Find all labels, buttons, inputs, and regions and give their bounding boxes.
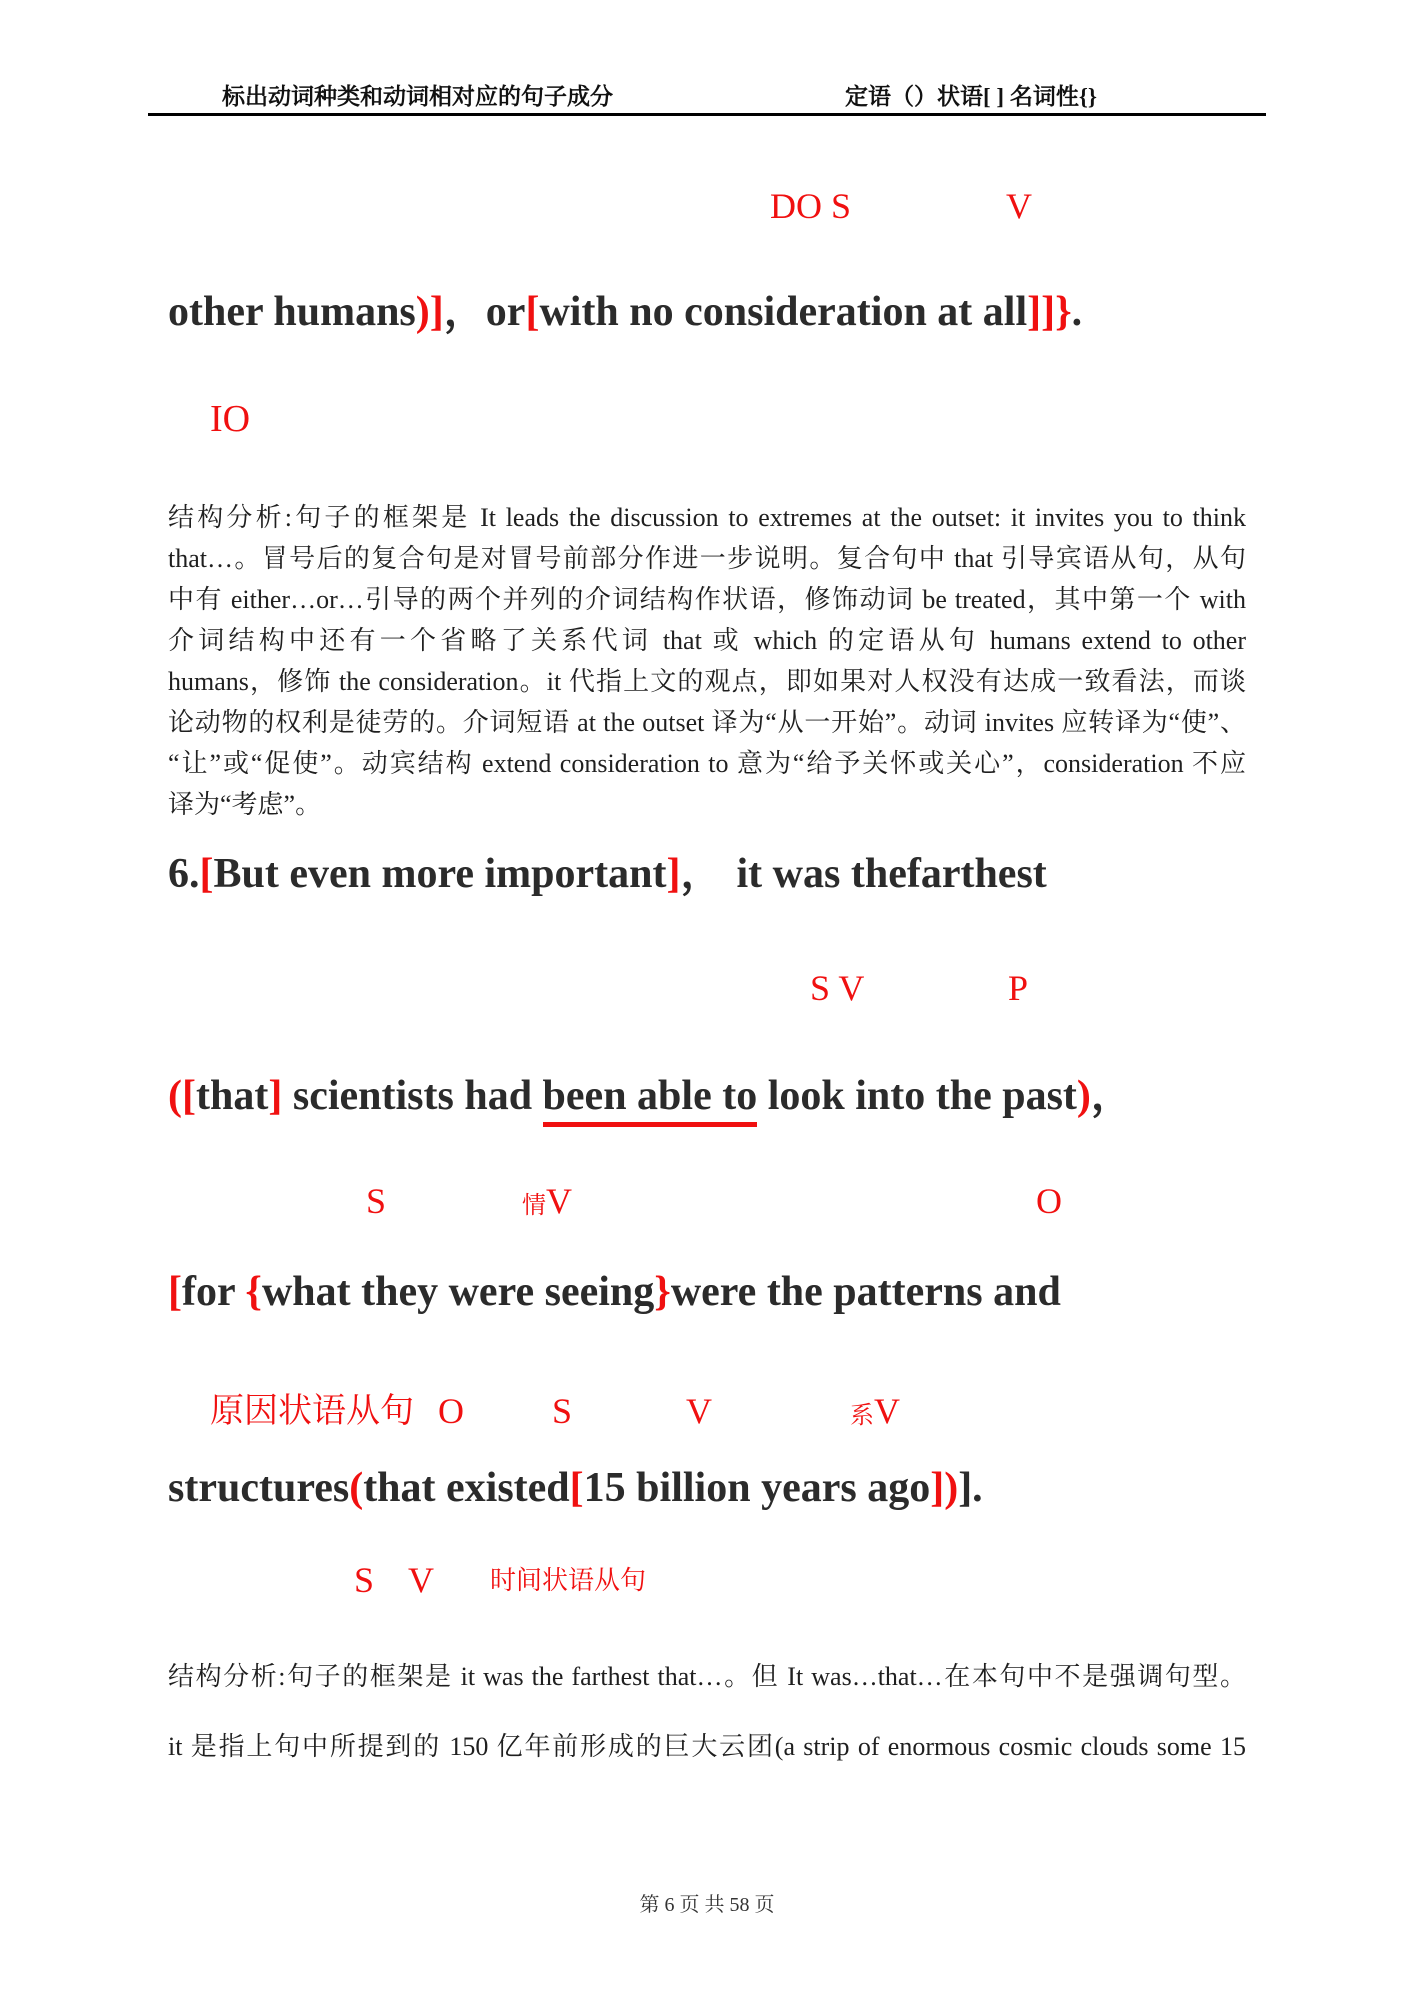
header-right-legend: 定语（）状语[ ] 名词性{} xyxy=(845,84,1097,109)
annotation-v: V xyxy=(408,1560,434,1600)
sentence-line-structures xyxy=(168,1464,983,1512)
bracket-open: [ xyxy=(525,289,540,335)
sentence-text: But even more important xyxy=(213,851,667,897)
item-number: 6. xyxy=(168,851,200,897)
annotation-do-s: DO S xyxy=(770,186,852,226)
sentence-text: other humans xyxy=(168,289,416,335)
paragraph-line: 介词结构中还有一个省略了关系代词 that 或 which 的定语从句 humans extend to other xyxy=(168,626,1246,655)
paragraph-line: 结构分析:句子的框架是 it was the farthest that…。但 It was…that…在本句中不是强调句型。 xyxy=(168,1662,1246,1691)
sentence-text: look into the past xyxy=(757,1073,1077,1119)
paragraph-line: 中有 either…or…引导的两个并列的介词结构作状语，修饰动词 be treated，其中第一个 with xyxy=(168,585,1246,614)
comma: ， xyxy=(1090,1073,1133,1119)
bracket-close: ] xyxy=(268,1073,283,1119)
sentence-text: for xyxy=(182,1269,246,1315)
sentence-text: that existed xyxy=(363,1465,570,1511)
paragraph-line: 论动物的权利是徒劳的。介词短语 at the outset 译为“从一开始”。动词 invites 应转译为“使”、 xyxy=(168,708,1246,737)
comma: ， xyxy=(680,851,723,897)
brace-open: { xyxy=(245,1269,262,1315)
paragraph-line: “让”或“促使”。动宾结构 extend consideration to 意为“给予关怀或关心”，consideration 不应 xyxy=(168,749,1246,778)
period: . xyxy=(1071,289,1083,335)
sentence-text: that xyxy=(196,1073,269,1119)
sentence-text: 15 billion years ago xyxy=(583,1465,931,1511)
annotation-s-v: S V xyxy=(810,968,865,1008)
page-number-footer: 第 6 页 共 58 页 xyxy=(639,1894,775,1916)
header-rule xyxy=(148,113,1266,116)
modal-char: 情 xyxy=(522,1193,546,1219)
analysis-paragraph-2 xyxy=(168,1642,1246,1782)
bracket-paren-close: ]) xyxy=(930,1465,959,1511)
bracket-period: ]. xyxy=(958,1465,983,1511)
sentence-text: it was thefarthest xyxy=(736,851,1047,897)
annotation-o: O xyxy=(438,1391,464,1431)
paren-close: ) xyxy=(1076,1073,1091,1119)
annotation-s: S xyxy=(354,1560,375,1600)
annotation-v: V xyxy=(686,1391,712,1431)
bracket-open: [ xyxy=(168,1269,182,1315)
comma: ， xyxy=(443,289,486,335)
underlined-phrase: been able to xyxy=(543,1073,758,1127)
brace-close: } xyxy=(654,1269,671,1315)
paren-open: ( xyxy=(349,1465,364,1511)
annotation-time-clause: 时间状语从句 xyxy=(490,1566,647,1595)
annotation-v: V xyxy=(874,1391,900,1431)
analysis-paragraph-1 xyxy=(168,497,1246,825)
paragraph-line: humans，修饰 the consideration。it 代指上文的观点，即如果对人权没有达成一致看法，而谈 xyxy=(168,667,1246,696)
bracket-open: [ xyxy=(569,1465,584,1511)
annotation-s: S xyxy=(552,1391,573,1431)
sentence-text: structures xyxy=(168,1465,350,1511)
sentence-line-other-humans xyxy=(168,288,1082,336)
bracket-open: [ xyxy=(199,851,214,897)
paragraph-line: it 是指上句中所提到的 150 亿年前形成的巨大云团(a strip of enormous cosmic clouds some 15 xyxy=(168,1732,1246,1761)
annotation-v: V xyxy=(546,1181,572,1221)
bracket-open: [ xyxy=(182,1073,196,1119)
bracket-close: ] xyxy=(666,851,681,897)
sentence-text: with no consideration at all xyxy=(539,289,1028,335)
annotation-reason-clause: 原因状语从句 xyxy=(210,1393,414,1430)
sentence-line-for-what xyxy=(168,1268,1061,1316)
bracket-close: )] xyxy=(415,289,444,335)
paren-open: ( xyxy=(168,1073,182,1119)
sentence-text: scientists had xyxy=(282,1073,543,1119)
sentence-text: were the patterns and xyxy=(670,1269,1061,1315)
annotation-v: V xyxy=(1006,186,1032,226)
paragraph-line: 结构分析:句子的框架是 It leads the discussion to extremes at the outset: it invites you to think xyxy=(168,503,1246,532)
paragraph-line: 译为“考虑”。 xyxy=(168,790,322,819)
annotation-o: O xyxy=(1036,1181,1062,1221)
paragraph-line: that…。冒号后的复合句是对冒号前部分作进一步说明。复合句中 that 引导宾语从句，从句 xyxy=(168,544,1246,573)
annotation-modal-v xyxy=(522,1183,572,1219)
annotation-s: S xyxy=(366,1181,387,1221)
sentence-line-scientists xyxy=(168,1072,1133,1120)
link-char: 系 xyxy=(850,1403,874,1429)
annotation-io: IO xyxy=(210,398,251,440)
sentence-text: what they were seeing xyxy=(261,1269,655,1315)
annotation-link-v xyxy=(850,1393,900,1429)
annotation-p: P xyxy=(1008,968,1029,1008)
bracket-close: ]]} xyxy=(1027,289,1072,335)
header-left-title: 标出动词种类和动词相对应的句子成分 xyxy=(222,84,613,109)
sentence-text: or xyxy=(485,289,526,335)
sentence-heading-6 xyxy=(168,850,1047,898)
